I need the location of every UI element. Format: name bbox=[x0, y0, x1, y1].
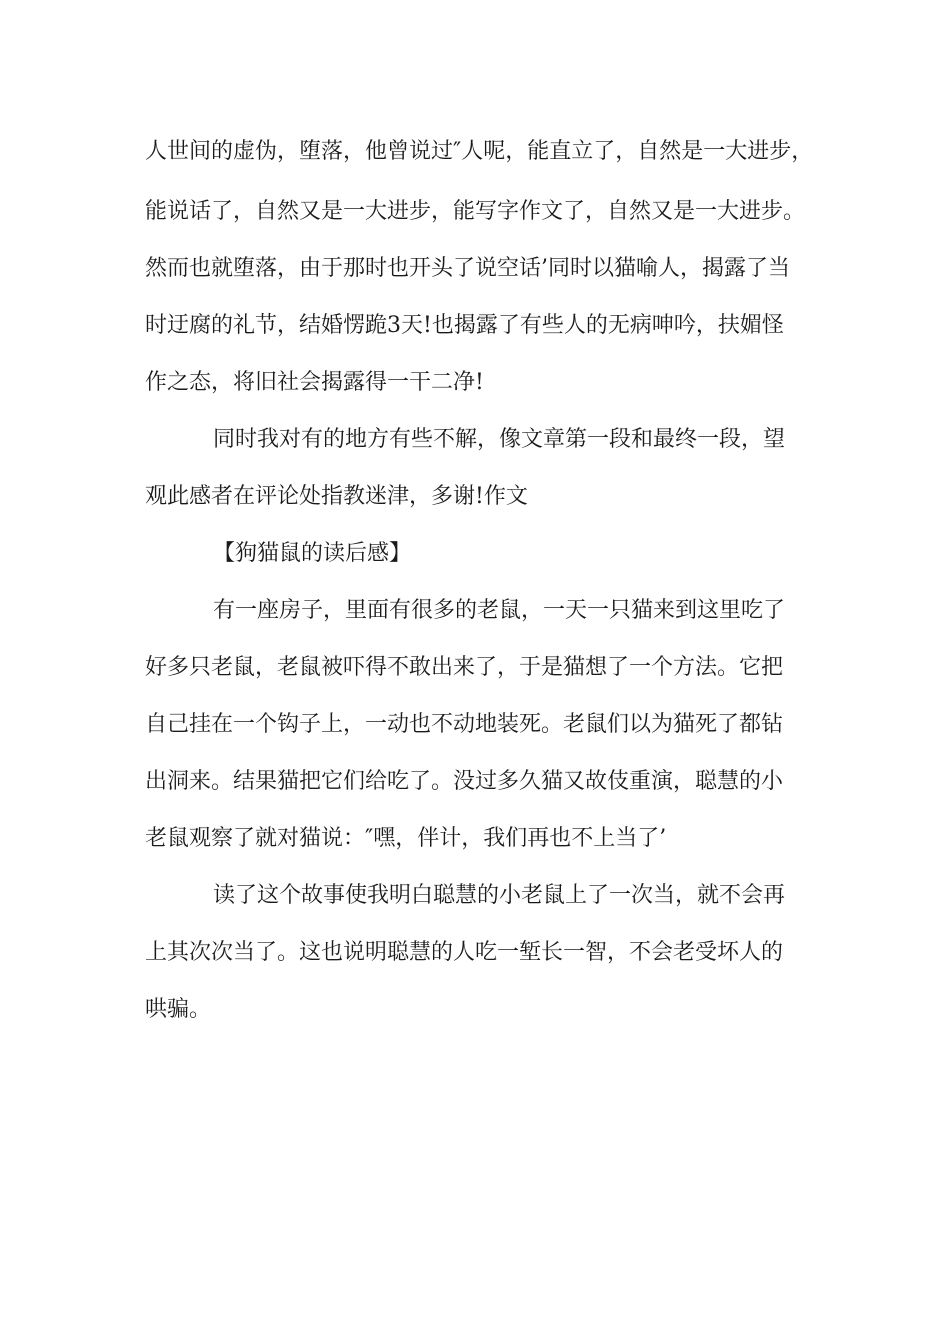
text-line: 人世间的虚伪，堕落，他曾说过″人呢，能直立了，自然是一大进步， bbox=[145, 139, 814, 164]
section-heading: 【狗猫鼠的读后感】 bbox=[213, 541, 412, 566]
text-line: 哄骗。 bbox=[145, 997, 212, 1022]
text-line: 作之态，将旧社会揭露得一干二净! bbox=[145, 370, 484, 395]
paragraph-start-line: 同时我对有的地方有些不解，像文章第一段和最终一段，望 bbox=[213, 427, 786, 452]
paragraph-start-line: 有一座房子，里面有很多的老鼠，一天一只猫来到这里吃了 bbox=[213, 598, 786, 623]
text-line: 观此感者在评论处指教迷津，多谢!作文 bbox=[145, 484, 528, 509]
text-line: 能说话了，自然又是一大进步，能写字作文了，自然又是一大进步。 bbox=[145, 199, 806, 224]
text-line: 然而也就堕落，由于那时也开头了说空话’同时以猫喻人，揭露了当 bbox=[145, 256, 790, 281]
text-line: 时迂腐的礼节，结婚愣跪3天!也揭露了有些人的无病呻吟，扶媚怪 bbox=[145, 313, 784, 338]
paragraph-start-line: 读了这个故事使我明白聪慧的小老鼠上了一次当，就不会再 bbox=[213, 883, 786, 908]
text-line: 出洞来。结果猫把它们给吃了。没过多久猫又故伎重演，聪慧的小 bbox=[145, 769, 784, 794]
text-line: 自己挂在一个钩子上，一动也不动地装死。老鼠们以为猫死了都钻 bbox=[145, 712, 784, 737]
text-line: 上其次次当了。这也说明聪慧的人吃一堑长一智，不会老受坏人的 bbox=[145, 940, 784, 965]
text-line: 老鼠观察了就对猫说：″嘿，伴计，我们再也不上当了’ bbox=[145, 826, 667, 851]
text-line: 好多只老鼠，老鼠被吓得不敢出来了，于是猫想了一个方法。它把 bbox=[145, 655, 784, 680]
